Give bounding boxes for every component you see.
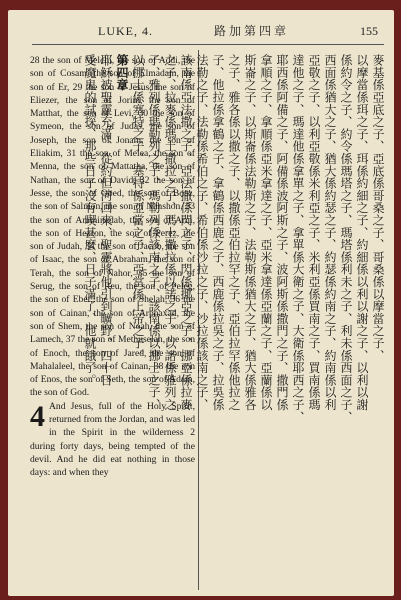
chinese-chapter-heading: 第四章 <box>115 54 129 91</box>
running-head-english: LUKE, 4. <box>98 24 153 38</box>
chinese-line: 法勒之子、法勒係希伯之子、希伯係沙拉之子、沙拉係該南之子、 <box>195 54 209 411</box>
chinese-line: 麥基係亞底之子、亞底係哥桑之子、哥桑係以摩當之子、 <box>371 54 385 362</box>
chinese-line: 該南係亞法撒之子、亞法撒係閃之子、閃係挪亞之子、挪亞係拉麥 <box>179 54 193 411</box>
bible-page <box>8 10 394 596</box>
chinese-line: 達他之子、瑪達他係拿單之子、拿單係大衛之子、大衛係耶西之子、 <box>291 54 305 423</box>
chinese-line: 之子、拉麥係瑪土撒拉之子、瑪土撒拉係以諾之子、以諾係雅列之 <box>163 54 177 411</box>
chinese-line: 亞敬之子、以利亞敬係米利亞之子、米利亞係買南之子、買南係瑪 <box>307 54 321 411</box>
chinese-line: 斯崙之子、以斯崙係法勒斯之子、法勒斯係猶大之子、猶大係雅各 <box>243 54 257 411</box>
chinese-line: 子、他拉係拿鶴之子、拿鶴係西鹿之子、西鹿係拉吳之子、拉吳係 <box>211 54 225 411</box>
chinese-line: 西面係猶大之子、猶大係約瑟之子、約瑟係約南之子、約南係以利 <box>323 54 337 411</box>
chinese-line: 耶西係阿備之子、阿備係波阿斯之子、波阿斯係撒門之子、撒門係 <box>275 54 289 411</box>
chinese-line: 拿順之子、拿順係亞米拿達之子、亞米拿達係亞蘭之子、亞蘭係以 <box>259 54 273 411</box>
chinese-line: 以挪士係塞特之子、塞特係亞當之子、亞當係上帝之子。 <box>131 54 145 362</box>
chapter-verse-text: And Jesus, full of the Holy Spirit, returned from the Jordan, and was led in the Spirit in the wilderness 2 during forty days, being tempted of the devil. And he did eat nothing in those days: and when they <box>30 400 195 479</box>
chinese-chapter-line: 耶穌被聖靈充滿、從約但河回來、聖靈將他引到曠野、四十日 <box>99 54 113 387</box>
genealogy-paragraph: 28 the son of Melchi, the son of Addi, the son of Cosam, the son of Elmadam, the son of Er, 29 the son of Jesus, the son of Eliezer, the son of Jorim, the son of Matthat, the son of Levi, 30 the son of Symeon, the son of Judas, the son of Joseph, the son of Jonam, the son of Eliakim, 31 the son of Melea, the son of Menna, the son of Mattatha, the son of Nathan, the son of David, 32 the son of Jesse, the son of Obed, the son of Boaz, the son of Salmon, the son of Nahshon, 33 the son of Amminadab, the son of Arni, the son of Hezron, the son of Perez, the son of Judah, 34 the son of Jacob, the son of Isaac, the son of Abraham, the son of Terah, the son of Nahor, 35 the son of Serug, the son of Reu, the son of Peleg, the son of Eber, the son of Shelah, 36 the son of Cainan, the son of Arphaxad, the son of Shem, the son of Noah, the son of Lamech, 37 the son of Methuselah, the son of Enoch, the son of Jared, the son of Mahalaleel, the son of Cainan, 38 the son of Enos, the son of Seth, the son of Adam, the son of God. <box>30 55 195 399</box>
page-header <box>8 10 394 44</box>
running-head-chinese: 路加第四章 <box>214 24 290 38</box>
chinese-chapter-line: 受魔鬼的試探、那些日子沒有喫甚麼、日子滿了、他就餓了。 <box>83 54 97 387</box>
chapter-number: 4 <box>30 399 45 433</box>
chinese-line: 係約令之子、約令係瑪塔之子、瑪塔係利未之子、利未係西面之子、 <box>339 54 353 423</box>
page-number: 155 <box>360 24 378 38</box>
chinese-line: 子、雅列係瑪勒列之子、瑪勒列係該南之子、該南係以挪士之子、 <box>147 54 161 411</box>
chinese-line: 之子、雅各係以撒之子、以撒係亞伯拉罕之子、亞伯拉罕係他拉之 <box>227 54 241 411</box>
header-rule <box>32 44 384 45</box>
chinese-line: 以摩當係珥之子、珥係約細之子、約細係以利以謝之子、以利以謝 <box>355 54 369 411</box>
